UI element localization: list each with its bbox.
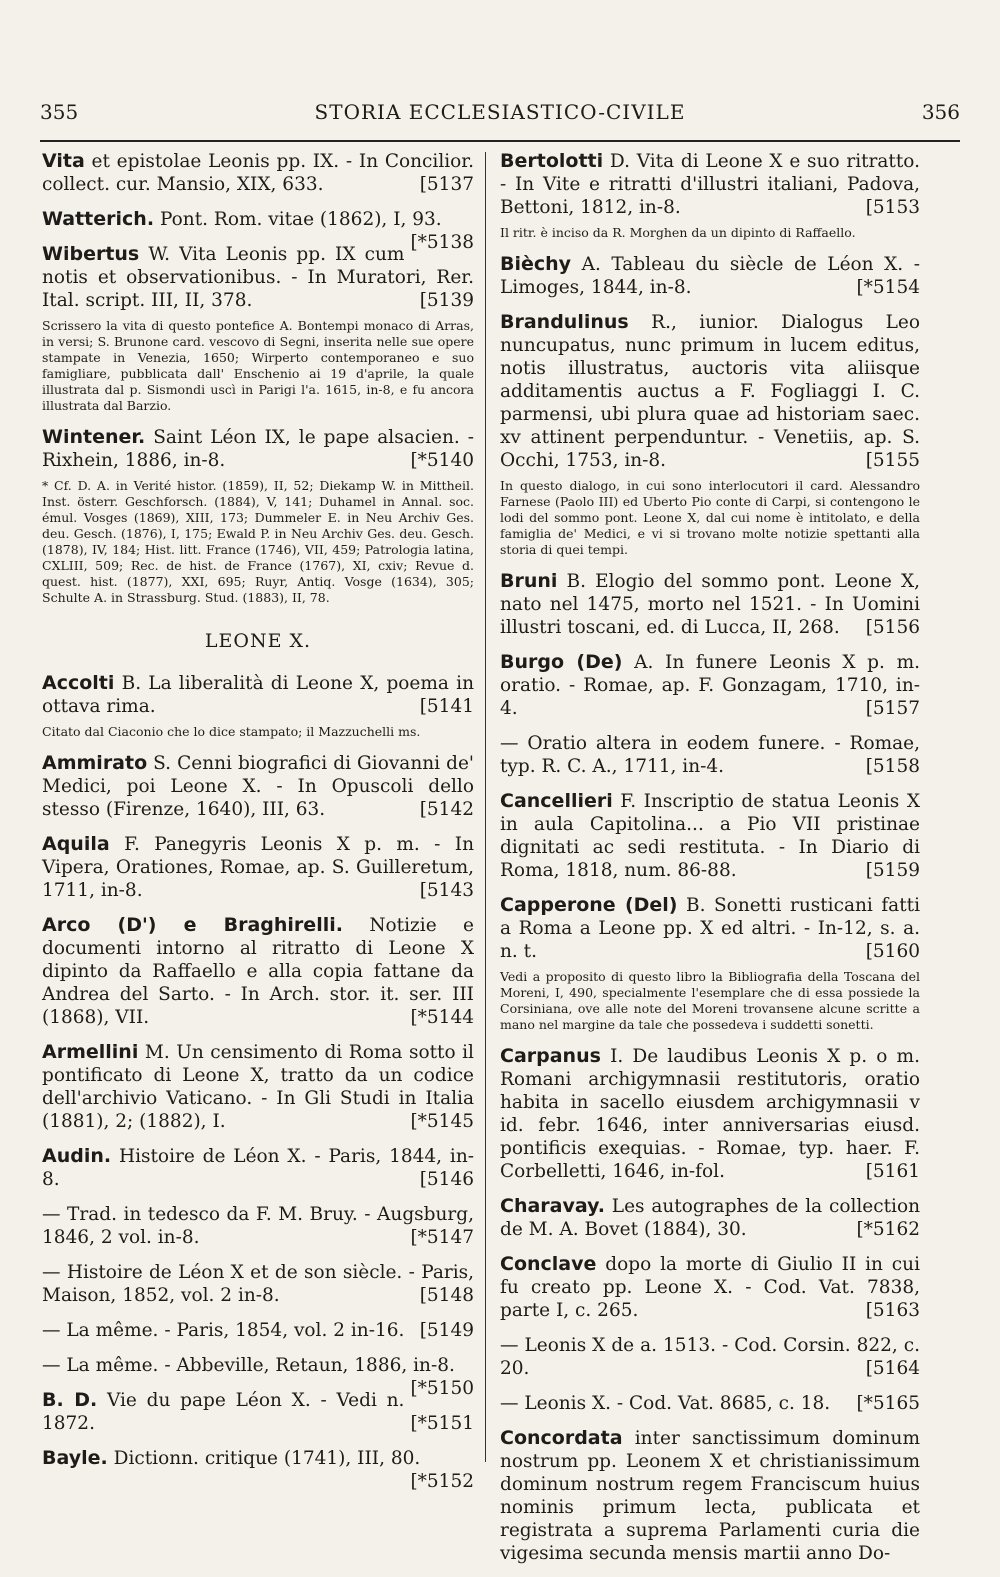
- bibliography-entry: [500, 1392, 920, 1415]
- bibliography-note: Il ritr. è inciso da R. Morghen da un dipinto di Raffaello.: [500, 225, 856, 240]
- bibliography-entry: [42, 1354, 474, 1399]
- bibliography-entry: [42, 672, 474, 718]
- entry-headword: Bertolotti: [500, 150, 604, 172]
- entry-reference-number: [5161: [865, 1161, 920, 1182]
- entry-text: inter sanctissimum dominum nostrum pp. Leonem X et christianissimum dominum nostrum regem Franciscum huius nominis primum lecta, publicata et registrata a suprema Parlamenti curia die vigesima secunda mensis martii anno Do-: [500, 1428, 921, 1564]
- entry-text: B. Elogio del sommo pont. Leone X, nato nel 1475, morto nel 1521. - In Uomini illustri toscani, ed. di Lucca, II, 268.: [500, 571, 920, 638]
- entry-reference-number: [5143: [419, 880, 474, 901]
- entry-text: — Oratio altera in eodem funere. - Romae, typ. R. C. A., 1711, in-4.: [500, 733, 920, 777]
- entry-text: D. Vita di Leone X e suo ritratto. - In Vite e ritratti d'illustri italiani, Padova, Bettoni, 1812, in-8.: [500, 151, 920, 218]
- bibliography-entry: [500, 253, 920, 299]
- left-column: [42, 150, 474, 1493]
- bibliography-entry: [500, 1427, 920, 1565]
- bibliography-entry: [500, 311, 920, 472]
- bibliography-note: Citato dal Ciaconio che lo dice stampato; il Mazzuchelli ms.: [42, 724, 421, 739]
- entry-headword: Bruni: [500, 570, 558, 592]
- entry-text: — Trad. in tedesco da F. M. Bruy. - Augsburg, 1846, 2 vol. in-8.: [42, 1204, 474, 1248]
- entry-reference-number: [*5145: [410, 1111, 474, 1132]
- right-column: [500, 150, 920, 1577]
- entry-text: M. Un censimento di Roma sotto il pontificato di Leone X, tratto da un codice dell'archivio Vaticano. - In Gli Studi in Italia (1881), 2; (1882), I.: [42, 1042, 474, 1132]
- bibliography-entry: [42, 1447, 474, 1492]
- entry-headword: Bayle.: [42, 1447, 108, 1469]
- entry-reference-number: [5159: [865, 860, 920, 881]
- entry-headword: Wintener.: [42, 426, 146, 448]
- bibliography-entry: [500, 1045, 920, 1183]
- entry-reference-number: [5157: [865, 698, 920, 719]
- entry-text: Vie du pape Léon X. - Vedi n. 1872.: [42, 1390, 405, 1434]
- entry-text: — La même. - Paris, 1854, vol. 2 in-16.: [42, 1320, 405, 1341]
- entry-text: A. In funere Leonis X p. m. oratio. - Romae, ap. F. Gonzagam, 1710, in-4.: [500, 652, 920, 719]
- running-title: STORIA ECCLESIASTICO-CIVILE: [314, 100, 686, 124]
- entry-reference-number: [*5138: [410, 232, 474, 253]
- bibliography-entry: [500, 894, 920, 963]
- entry-reference-number: [5163: [865, 1300, 920, 1321]
- entry-reference-number: [5153: [865, 197, 920, 218]
- bibliography-entry: [500, 651, 920, 720]
- entry-text: F. Inscriptio de statua Leonis X in aula Capitolina... a Pio VII pristinae dignitati ac sedi restituta. - In Diario di Roma, 1818, num. 86-88.: [500, 791, 920, 881]
- entry-text: R., iunior. Dialogus Leo nuncupatus, nunc primum in lucem editus, notis illustratus, auctoris vita aliisque additamentis auctus a F. Fogliaggi I. C. parmensi, ubi plura quae ad historiam saec. xv attinent perpenduntur. - Venetiis, ap. S. Occhi, 1753, in-8.: [500, 312, 921, 471]
- page-number-left: 355: [40, 100, 79, 124]
- bibliography-entry: [500, 570, 920, 639]
- entry-reference-number: [5148: [419, 1285, 474, 1306]
- bibliography-entry: [500, 1334, 920, 1380]
- column-divider: [485, 152, 486, 1462]
- bibliography-note: Scrissero la vita di questo pontefice A. Bontempi monaco di Arras, in versi; S. Brunone card. vescovo di Segni, inserita nelle sue opere stampate in Venezia, 1650; Wirperto contemporaneo e suo famigliare, pubblicata dall' Enschenio ai 19 d'aprile, la quale illustrata dal p. Sismondi uscì in Parigi l'a. 1615, in-8, e fu ancora illustrata dal Barzio.: [42, 318, 474, 413]
- bibliography-entry: [42, 208, 474, 253]
- entry-reference-number: [5137: [419, 174, 474, 195]
- bibliography-entry: [500, 732, 920, 778]
- entry-headword: Armellini: [42, 1041, 139, 1063]
- entry-reference-number: [5146: [419, 1169, 474, 1190]
- entry-reference-number: [*5165: [856, 1393, 920, 1414]
- entry-reference-number: [5164: [865, 1358, 920, 1379]
- entry-reference-number: [5158: [865, 756, 920, 777]
- bibliography-entry: [42, 1319, 474, 1342]
- entry-text: W. Vita Leonis pp. IX cum notis et observationibus. - In Muratori, Rer. Ital. script. III, II, 378.: [42, 244, 474, 311]
- entry-reference-number: [5155: [865, 450, 920, 471]
- entry-headword: Ammirato: [42, 752, 148, 774]
- section-heading: LEONE X.: [204, 630, 312, 652]
- entry-reference-number: [5160: [865, 941, 920, 962]
- entry-reference-number: [*5150: [410, 1378, 474, 1399]
- bibliography-entry: [500, 150, 920, 219]
- bibliography-entry: [500, 1195, 920, 1241]
- entry-text: S. Cenni biografici di Giovanni de' Medici, poi Leone X. - In Opuscoli dello stesso (Firenze, 1640), III, 63.: [42, 753, 474, 820]
- entry-headword: Carpanus: [500, 1045, 601, 1067]
- entry-headword: Arco (D') e Braghirelli.: [42, 914, 343, 936]
- entry-text: Pont. Rom. vitae (1862), I, 93.: [159, 209, 442, 230]
- entry-reference-number: [5139: [419, 290, 474, 311]
- entry-reference-number: [*5162: [856, 1219, 920, 1240]
- bibliography-entry: [42, 833, 474, 902]
- entry-headword: Accolti: [42, 672, 115, 694]
- header-rule: [40, 140, 960, 142]
- bibliography-note: * Cf. D. A. in Verité histor. (1859), II, 52; Diekamp W. in Mittheil. Inst. österr. Geschforsch. (1884), V, 141; Duhamel in Annal. soc. émul. Vosges (1869), XIII, 173; Dummeler E. in Neu Archiv Ges. deu. Gesch. (1876), I, 175; Ewald P. in Neu Archiv Ges. deu. Gesch. (1878), IV, 184; Hist. litt. France (1746), VII, 459; Patrologia latina, CXLIII, 509; Rec. de hist. de France (1767), XI, cxiv; Revue d. quest. hist. (1877), XXI, 695; Ruyr, Antiq. Vosge (1634), 305; Schulte A. in Strassburg. Stud. (1883), II, 78.: [42, 478, 474, 605]
- entry-text: Dictionn. critique (1741), III, 80.: [113, 1448, 421, 1469]
- entry-text: Notizie e documenti intorno al ritratto di Leone X dipinto da Raffaello e alla copia fattane da Andrea del Sarto. - In Arch. stor. it. ser. III (1868), VII.: [42, 915, 474, 1028]
- entry-headword: Audin.: [42, 1145, 112, 1167]
- entry-headword: Wibertus: [42, 243, 140, 265]
- bibliography-entry: [42, 1145, 474, 1191]
- entry-text: Les autographes de la collection de M. A. Bovet (1884), 30.: [500, 1196, 920, 1240]
- entry-text: — La même. - Abbeville, Retaun, 1886, in-8.: [42, 1355, 455, 1376]
- entry-text: A. Tableau du siècle de Léon X. - Limoges, 1844, in-8.: [500, 254, 920, 298]
- entry-text: — Histoire de Léon X et de son siècle. - Paris, Maison, 1852, vol. 2 in-8.: [42, 1262, 474, 1306]
- entry-reference-number: [5142: [419, 799, 474, 820]
- entry-text: Histoire de Léon X. - Paris, 1844, in-8.: [42, 1146, 474, 1190]
- entry-reference-number: [*5154: [856, 277, 920, 298]
- entry-text: B. La liberalità di Leone X, poema in ottava rima.: [42, 673, 474, 717]
- entry-reference-number: [5149: [419, 1320, 474, 1341]
- entry-reference-number: [*5152: [410, 1471, 474, 1492]
- bibliography-note: Vedi a proposito di questo libro la Bibliografia della Toscana del Moreni, I, 490, specialmente l'esemplare che di essa possiede la Corsiniana, ove alle note del Moreni trovansene alcune scritte a mano nel margine da tale che possedeva i suddetti sonetti.: [500, 969, 920, 1032]
- entry-headword: Capperone (Del): [500, 894, 678, 916]
- entry-reference-number: [5156: [865, 617, 920, 638]
- bibliography-entry: [500, 790, 920, 882]
- entry-reference-number: [*5140: [410, 450, 474, 471]
- entry-text: I. De laudibus Leonis X p. o m. Romani archigymnasii restitutoris, oratio habita in sacello eiusdem archigymnasii v id. febr. 1646, inter anniversarias eiusd. pontificis exequias. - Romae, typ. haer. F. Corbelletti, 1646, in-fol.: [500, 1046, 920, 1182]
- entry-reference-number: [*5151: [410, 1413, 474, 1434]
- entry-headword: Concordata: [500, 1427, 623, 1449]
- entry-headword: Brandulinus: [500, 311, 629, 333]
- entry-text: — Leonis X. - Cod. Vat. 8685, c. 18.: [500, 1393, 831, 1414]
- bibliography-entry: [42, 426, 474, 472]
- entry-text: dopo la morte di Giulio II in cui fu creato pp. Leone X. - Cod. Vat. 7838, parte I, c. 265.: [500, 1254, 920, 1321]
- running-header: [40, 100, 960, 130]
- bibliography-entry: [42, 1203, 474, 1249]
- entry-headword: Charavay.: [500, 1195, 605, 1217]
- bibliography-entry: [42, 1261, 474, 1307]
- bibliography-entry: [42, 914, 474, 1029]
- entry-text: Saint Léon IX, le pape alsacien. - Rixhein, 1886, in-8.: [42, 427, 474, 471]
- entry-text: B. Sonetti rusticani fatti a Roma a Leone pp. X ed altri. - In-12, s. a. n. t.: [500, 895, 920, 962]
- bibliography-entry: [500, 1253, 920, 1322]
- entry-headword: Burgo (De): [500, 651, 623, 673]
- bibliography-entry: [42, 752, 474, 821]
- entry-headword: Watterich.: [42, 208, 155, 230]
- entry-headword: Aquila: [42, 833, 110, 855]
- bibliography-entry: [42, 1041, 474, 1133]
- entry-headword: Bièchy: [500, 253, 572, 275]
- bibliography-entry: [42, 150, 474, 196]
- entry-reference-number: [*5147: [410, 1227, 474, 1248]
- entry-text: et epistolae Leonis pp. IX. - In Concilior. collect. cur. Mansio, XIX, 633.: [42, 151, 474, 195]
- entry-reference-number: [5141: [419, 696, 474, 717]
- entry-headword: B. D.: [42, 1389, 98, 1411]
- entry-text: — Leonis X de a. 1513. - Cod. Corsin. 822, c. 20.: [500, 1335, 920, 1379]
- entry-reference-number: [*5144: [410, 1007, 474, 1028]
- entry-headword: Conclave: [500, 1253, 597, 1275]
- entry-text: F. Panegyris Leonis X p. m. - In Vipera, Orationes, Romae, ap. S. Guilleretum, 1711, in-8.: [42, 834, 474, 901]
- page-number-right: 356: [921, 100, 960, 124]
- entry-headword: Cancellieri: [500, 790, 613, 812]
- bibliography-note: In questo dialogo, in cui sono interlocutori il card. Alessandro Farnese (Paolo III) ed Uberto Pio conte di Carpi, si contengono le lodi del sommo pont. Leone X, dal cui nome è intitolato, e della famiglia de' Medici, e vi si trovano molte notizie spettanti alla storia di quei tempi.: [500, 478, 920, 557]
- entry-headword: Vita: [42, 150, 85, 172]
